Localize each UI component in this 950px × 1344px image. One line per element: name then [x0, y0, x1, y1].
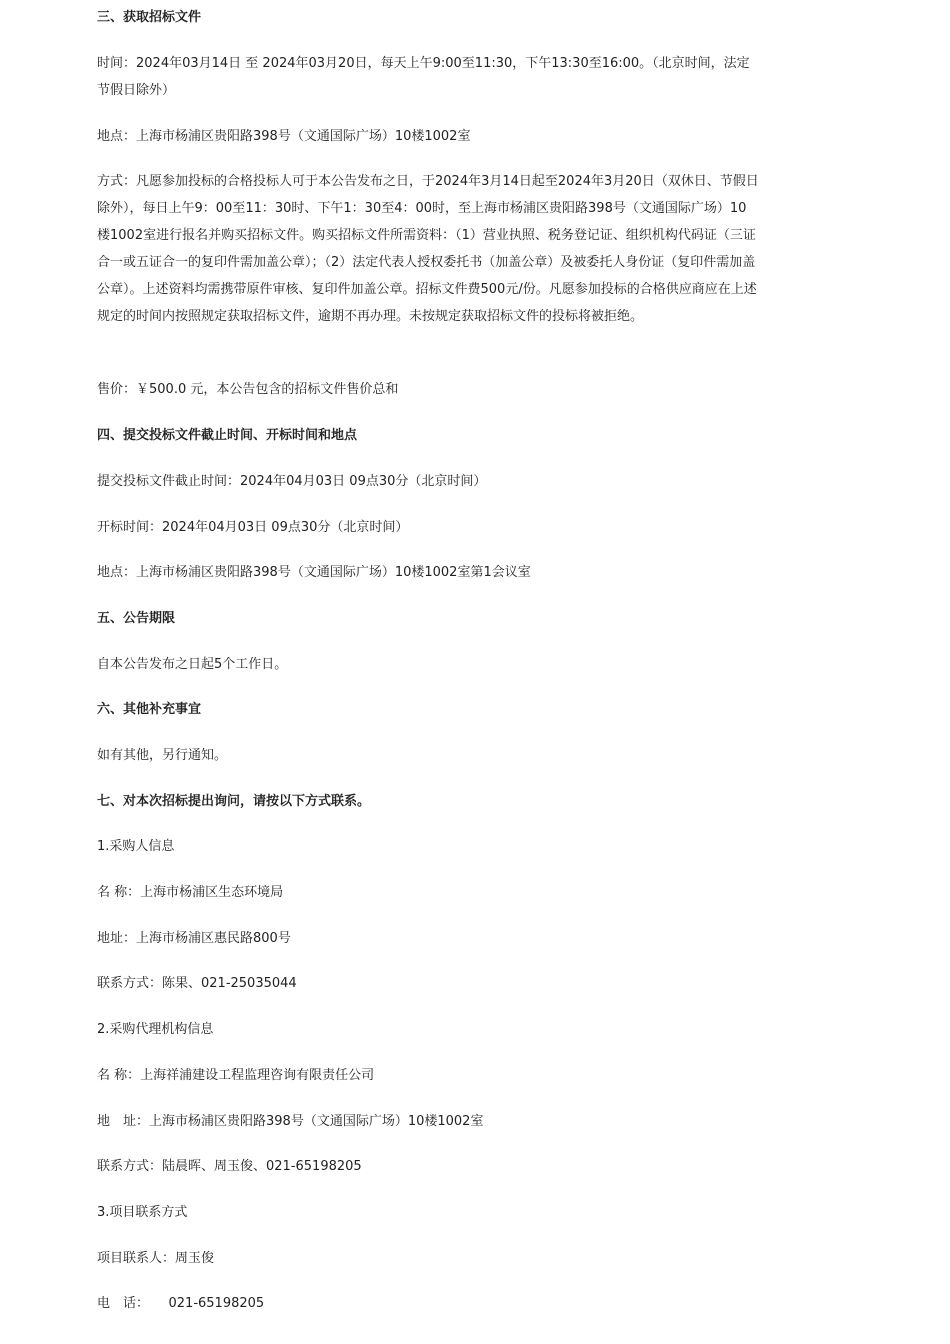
agency-name: 名 称：上海祥浦建设工程监理咨询有限责任公司	[97, 1068, 375, 1083]
section3-heading: 三、获取招标文件	[97, 10, 202, 25]
section4-opening: 开标时间：2024年04月03日 09点30分（北京时间）	[97, 520, 409, 535]
section4-heading: 四、提交投标文件截止时间、开标时间和地点	[97, 428, 358, 443]
project-heading: 3.项目联系方式	[97, 1205, 188, 1220]
section6-heading: 六、其他补充事宜	[97, 702, 202, 717]
project-contact: 项目联系人：周玉俊	[97, 1251, 215, 1266]
buyer-name: 名 称：上海市杨浦区生态环境局	[97, 885, 284, 900]
buyer-heading: 1.采购人信息	[97, 839, 175, 854]
section3-time: 时间：2024年03月14日 至 2024年03月20日，每天上午9:00至11:30，下午13:30至16:00。（北京时间，法定节假日除外）	[97, 56, 750, 98]
buyer-contact: 联系方式：陈果、021-25035044	[97, 976, 297, 991]
agency-heading: 2.采购代理机构信息	[97, 1022, 214, 1037]
section3-method: 方式：凡愿参加投标的合格投标人可于本公告发布之日，于2024年3月14日起至2024年3月20日（双休日、节假日除外），每日上午9：00至11：30时、下午1：30至4：00时，至上海市杨浦区贵阳路398号（文通国际广场）10楼1002室进行报名并购买招标文件。购买招标文件所需资料：（1）营业执照、税务登记证、组织机构代码证（三证合一或五证合一的复印件需加盖公章）；（2）法定代表人授权委托书（加盖公章）及被委托人身份证（复印件需加盖公章）。上述资料均需携带原件审核、复印件加盖公章。招标文件费500元/份。凡愿参加投标的合格供应商应在上述规定的时间内按照规定获取招标文件，逾期不再办理。未按规定获取招标文件的投标将被拒绝。	[97, 174, 759, 324]
section5-heading: 五、公告期限	[97, 611, 176, 626]
buyer-address: 地址：上海市杨浦区惠民路800号	[97, 931, 291, 946]
section4-place: 地点：上海市杨浦区贵阳路398号（文通国际广场）10楼1002室第1会议室	[97, 565, 531, 580]
project-phone: 电 话： 021-65198205	[97, 1296, 265, 1311]
agency-address: 地 址：上海市杨浦区贵阳路398号（文通国际广场）10楼1002室	[97, 1114, 484, 1129]
section7-heading: 七、对本次招标提出询问，请按以下方式联系。	[97, 794, 371, 809]
section3-price: 售价：￥500.0 元，本公告包含的招标文件售价总和	[97, 382, 399, 397]
section4-deadline: 提交投标文件截止时间：2024年04月03日 09点30分（北京时间）	[97, 474, 487, 489]
agency-contact: 联系方式：陆晨晖、周玉俊、021-65198205	[97, 1159, 362, 1174]
section3-place: 地点：上海市杨浦区贵阳路398号（文通国际广场）10楼1002室	[97, 129, 471, 144]
section6-text: 如有其他，另行通知。	[97, 748, 228, 763]
section5-text: 自本公告发布之日起5个工作日。	[97, 657, 288, 672]
